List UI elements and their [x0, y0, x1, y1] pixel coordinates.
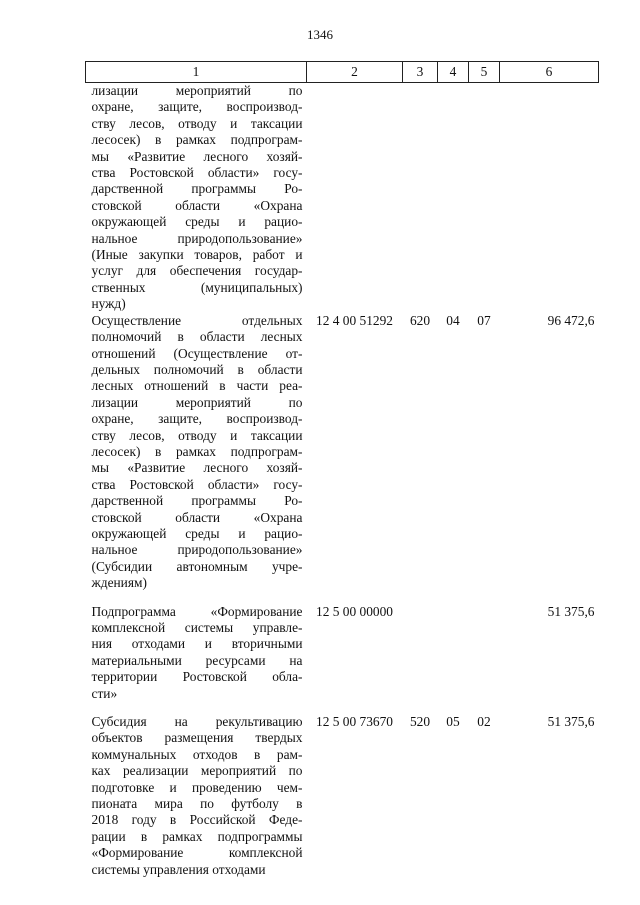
description-line: лесосек) в рамках подпрограм-: [91, 443, 303, 459]
description-line: «Формирование комплексной: [91, 845, 303, 861]
row-col4: [438, 604, 469, 714]
description-line: Субсидия на рекультивацию: [91, 714, 303, 730]
description-line: дарственной программы Ро-: [91, 181, 303, 197]
header-col-3: 3: [403, 62, 438, 83]
description-line: ках реализации мероприятий по: [91, 763, 303, 779]
row-col3: 620: [409, 312, 431, 328]
description-line: 2018 году в Российской Феде-: [91, 812, 303, 828]
description-line: территории Ростовской обла-: [91, 669, 303, 685]
header-col-4: 4: [438, 62, 469, 83]
description-line: сти»: [91, 685, 118, 701]
header-col-5: 5: [469, 62, 500, 83]
row-description: [86, 604, 307, 714]
description-line: отношений (Осуществление от-: [91, 345, 303, 361]
description-line: объектов размещения твердых: [91, 730, 303, 746]
description-line: Осуществление отдельных: [91, 312, 303, 328]
description-line: лизации мероприятий по: [91, 83, 303, 98]
header-col-2: 2: [307, 62, 403, 83]
header-col-6: 6: [500, 62, 599, 83]
row-code: [307, 83, 403, 313]
description-line: полномочий в области лесных: [91, 329, 303, 345]
description-line: дарственной программы Ро-: [91, 493, 303, 509]
description-line: нальное природопользование»: [91, 542, 303, 558]
row-col5: [469, 604, 500, 714]
row-code: 12 5 00 00000: [316, 603, 393, 619]
description-line: лесных отношений в части реа-: [91, 378, 303, 394]
description-line: охране, защите, воспроизвод-: [91, 99, 303, 115]
table-header: [86, 62, 599, 83]
table-row: [86, 83, 599, 313]
description-line: пионата мира по футболу в: [91, 796, 303, 812]
description-line: нальное природопользование»: [91, 230, 303, 246]
description-line: (Субсидии автономным учре-: [91, 558, 303, 574]
description-line: охране, защите, воспроизвод-: [91, 411, 303, 427]
description-line: услуг для обеспечения государ-: [91, 263, 303, 279]
description-line: системы управления отходами: [91, 861, 266, 877]
description-line: ния отходами и вторичными: [91, 636, 303, 652]
row-amount: [500, 83, 599, 313]
description-line: ственных (муниципальных): [91, 279, 303, 295]
description-line: подготовке и проведению чем-: [91, 779, 303, 795]
row-code: 12 4 00 51292: [316, 312, 393, 328]
description-line: окружающей среды и рацио-: [91, 525, 303, 541]
description-line: мы «Развитие лесного хозяй-: [91, 460, 303, 476]
row-amount: 51 375,6: [547, 603, 595, 619]
description-line: стовской области «Охрана: [91, 197, 303, 213]
description-line: ства Ростовской области» госу-: [91, 165, 303, 181]
description-line: мы «Развитие лесного хозяй-: [91, 148, 303, 164]
row-amount: 96 472,6: [547, 312, 595, 328]
description-line: ству лесов, отводу и таксации: [91, 427, 303, 443]
row-description: [86, 83, 307, 313]
description-line: лизации мероприятий по: [91, 394, 303, 410]
description-line: коммунальных отходов в рам-: [91, 746, 303, 762]
row-col3: [403, 604, 438, 714]
header-col-1: 1: [86, 62, 307, 83]
row-amount: 51 375,6: [547, 714, 595, 730]
description-line: (Иные закупки товаров, работ и: [91, 247, 303, 263]
description-line: дельных полномочий в области: [91, 361, 303, 377]
description-line: нужд): [91, 296, 126, 312]
row-code: 12 5 00 73670: [316, 714, 393, 730]
description-line: окружающей среды и рацио-: [91, 214, 303, 230]
description-line: лесосек) в рамках подпрограм-: [91, 132, 303, 148]
row-col5: 07: [477, 312, 491, 328]
row-col4: [438, 83, 469, 313]
row-col4: 05: [446, 714, 460, 730]
description-line: Подпрограмма «Формирование: [91, 603, 303, 619]
row-description: [86, 313, 307, 604]
description-line: ства Ростовской области» госу-: [91, 476, 303, 492]
description-line: комплексной системы управле-: [91, 620, 303, 635]
description-line: ству лесов, отводу и таксации: [91, 115, 303, 131]
budget-table: [85, 61, 599, 890]
row-col3: 520: [409, 714, 431, 730]
page-number: 1346: [307, 27, 333, 42]
description-line: стовской области «Охрана: [91, 509, 303, 525]
description-line: рации в рамках подпрограммы: [91, 828, 303, 844]
description-line: ждениям): [91, 575, 147, 591]
table-row: [86, 313, 599, 604]
row-col5: 02: [477, 714, 491, 730]
table-body: [86, 83, 599, 891]
table-row: [86, 714, 599, 890]
row-col4: 04: [446, 312, 460, 328]
table-row: [86, 604, 599, 714]
row-description: [86, 714, 307, 890]
description-line: материальными ресурсами на: [91, 652, 303, 668]
row-col5: [469, 83, 500, 313]
row-col3: [403, 83, 438, 313]
